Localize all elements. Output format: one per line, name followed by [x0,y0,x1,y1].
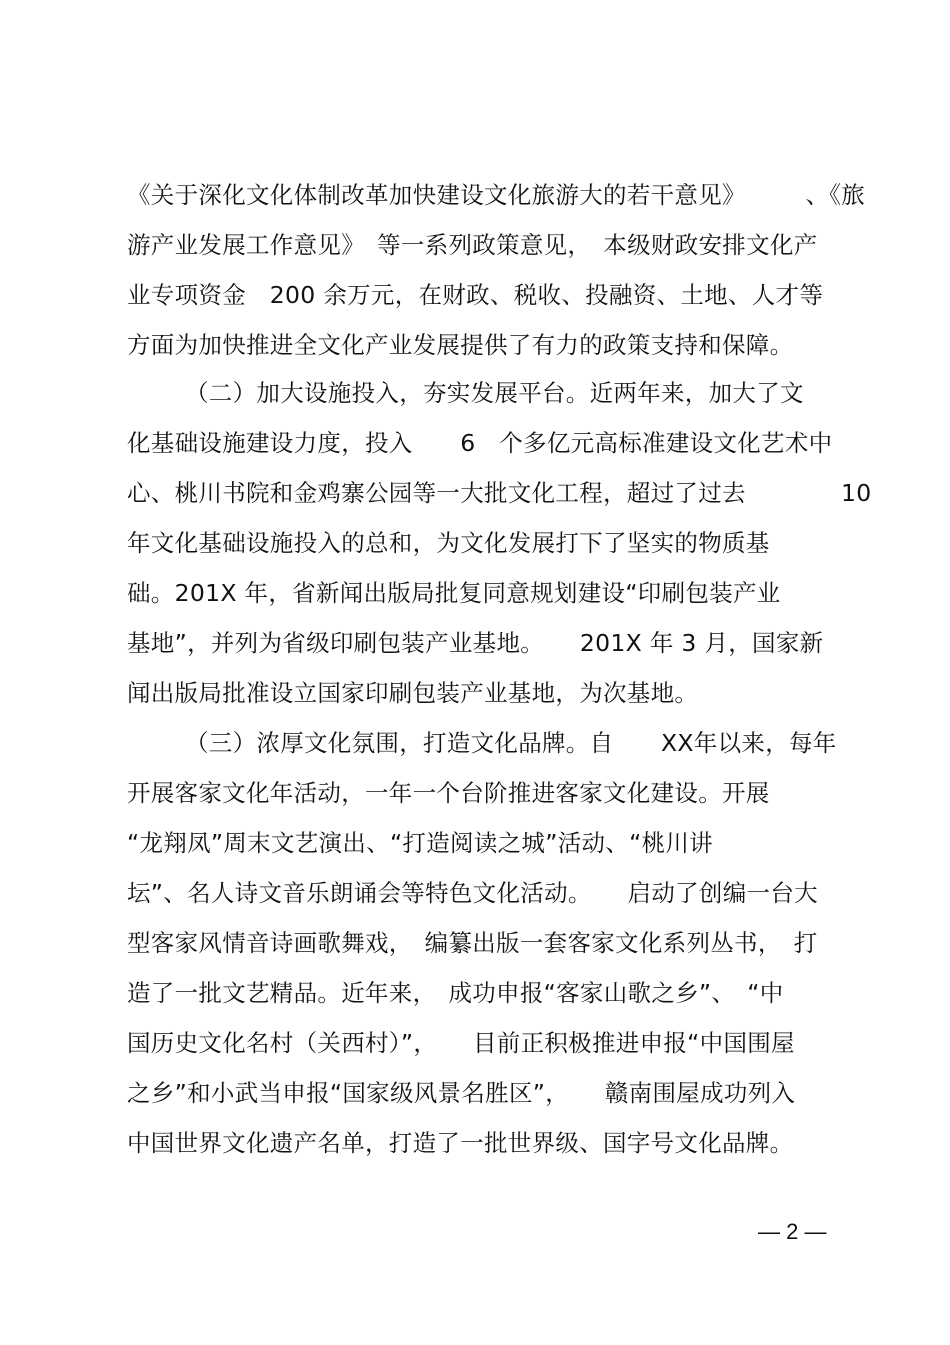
text-line: 之乡”和小武当申报“国家级风景名胜区”， 赣南围屋成功列入 [127,1079,796,1107]
text-line: 心、桃川书院和金鸡寨公园等一大批文化工程，超过了过去 10 [127,479,872,507]
text-line: 国历史文化名村（关西村）”， 目前正积极推进申报“中国围屋 [127,1029,795,1057]
text-line: 闻出版局批准设立国家印刷包装产业基地，为次基地。 [127,679,699,707]
text-line: 开展客家文化年活动，一年一个台阶推进客家文化建设。开展 [127,779,770,807]
text-line: 础。201X 年，省新闻出版局批复同意规划建设“印刷包装产业 [127,579,781,607]
text-line: 中国世界文化遗产名单，打造了一批世界级、国字号文化品牌。 [127,1129,794,1157]
text-line: 化基础设施建设力度，投入 6 个多亿元高标准建设文化艺术中 [127,429,833,457]
paragraph-2-first-line: （二）加大设施投入，夯实发展平台。近两年来，加大了文 [185,379,804,407]
text-line: 坛”、名人诗文音乐朗诵会等特色文化活动。 启动了创编一台大 [127,879,818,907]
page-number: — 2 — [758,1219,827,1244]
paragraph-3-first-line: （三）浓厚文化氛围，打造文化品牌。自 XX年以来，每年 [185,729,837,757]
text-line: 基地”，并列为省级印刷包装产业基地。 201X 年 3 月，国家新 [127,629,824,657]
text-line: “龙翔凤”周末文艺演出、“打造阅读之城”活动、“桃川讲 [127,829,713,857]
text-line: 业专项资金 200 余万元，在财政、税收、投融资、土地、人才等 [127,281,824,309]
text-line: 年文化基础设施投入的总和，为文化发展打下了坚实的物质基 [127,529,770,557]
text-line: 型客家风情音诗画歌舞戏， 编纂出版一套客家文化系列丛书， 打 [127,929,818,957]
text-line: 游产业发展工作意见》 等一系列政策意见， 本级财政安排文化产 [127,231,818,259]
text-line: 造了一批文艺精品。近年来， 成功申报“客家山歌之乡”、 “中 [127,979,784,1007]
text-line: 《关于深化文化体制改革加快建设文化旅游大的若干意见》 、《旅 [127,181,866,209]
text-line: 方面为加快推进全文化产业发展提供了有力的政策支持和保障。 [127,331,794,359]
